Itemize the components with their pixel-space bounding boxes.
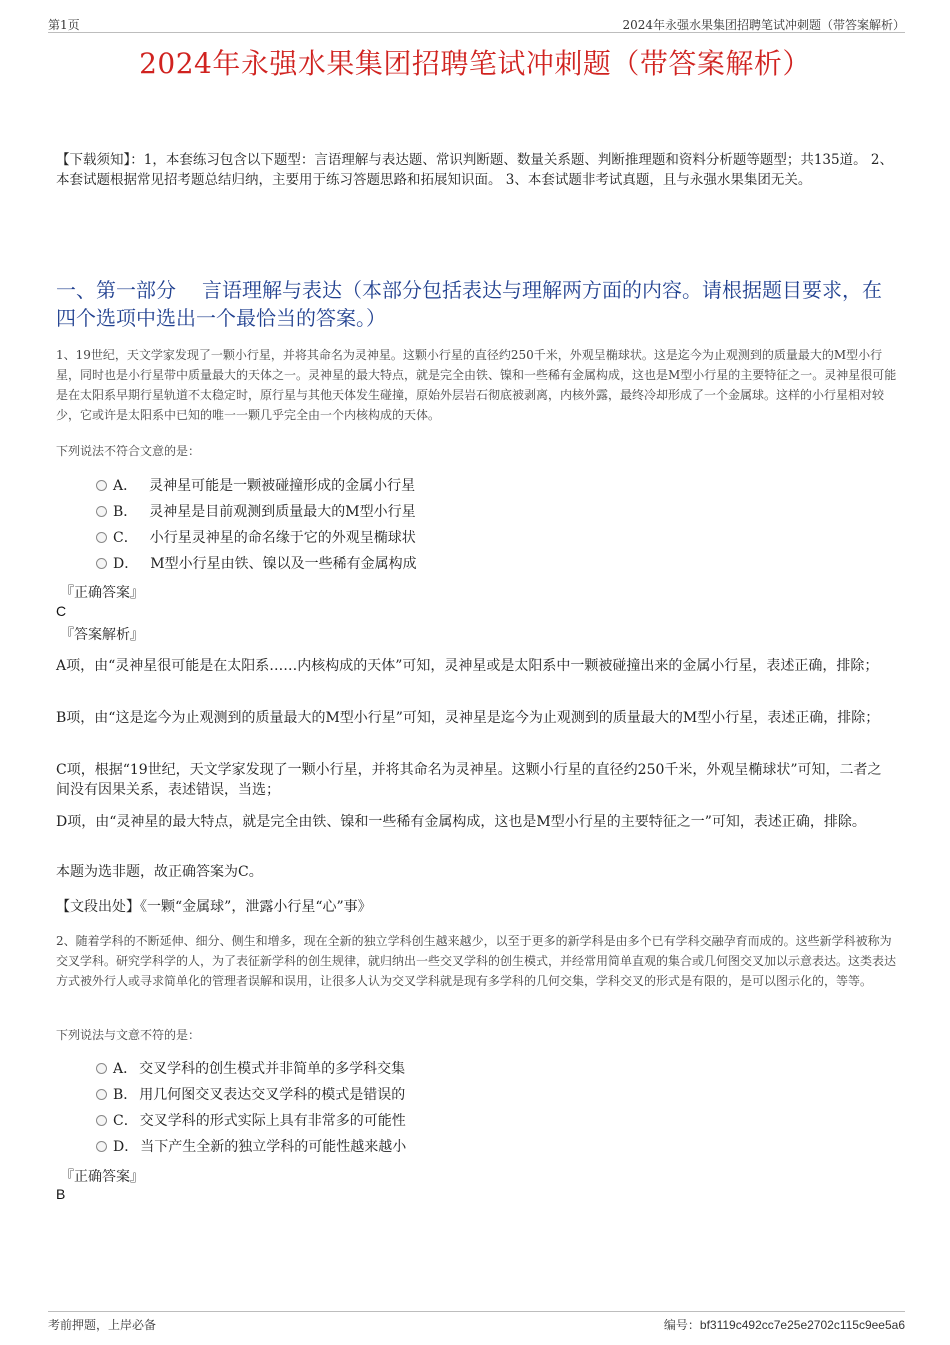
q1-passage: 1、19世纪，天文学家发现了一颗小行星，并将其命名为灵神星。这颗小行星的直径约250千米，外观呈椭球状。这是迄今为止观测到的质量最大的M型小行星，同时也是小行星带中质量最大的天体之一。灵神星的最大特点，就是完全由铁、镍和一些稀有金属构成，这也是M型小行星的主要特征之一。灵神星很可能是在太阳系早期行星轨道不太稳定时，原行星与其他天体发生碰撞，原始外层岩石彻底被剥离，内核外露，最终冷却形成了一个金属球。这样的小行星相对较少，它或许是太阳系中已知的唯一一颗几乎完全由一个内核构成的天体。 — [56, 348, 897, 422]
header-doc-title: 2024年永强水果集团招聘笔试冲刺题（带答案解析） — [622, 18, 905, 32]
footer-code-label: 编号： — [663, 1318, 700, 1332]
q1-answer: C — [56, 603, 67, 619]
q1-analysis-c: C项，根据“19世纪，天文学家发现了一颗小行星，并将其命名为灵神星。这颗小行星的直径约250千米，外观呈椭球状”可知，二者之间没有因果关系，表述错误，当选； — [56, 762, 882, 798]
q1-source: 【文段出处】《一颗“金属球”，泄露小行星“心”事》 — [56, 899, 372, 915]
q2-option-d[interactable]: D． 当下产生全新的独立学科的可能性越来越小 — [96, 1136, 406, 1158]
q1-conclusion: 本题为选非题，故正确答案为C。 — [56, 864, 263, 880]
q2-answer-label: 『正确答案』 — [60, 1169, 144, 1185]
q1-analysis-a: A项，由“灵神星很可能是在太阳系……内核构成的天体”可知，灵神星或是太阳系中一颗被碰撞出来的金属小行星，表述正确，排除； — [56, 658, 879, 674]
q1-analysis-b: B项，由“这是迄今为止观测到的质量最大的M型小行星”可知，灵神星是迄今为止观测到的质量最大的M型小行星，表述正确，排除； — [56, 710, 880, 726]
q1-option-d[interactable]: D． M型小行星由铁、镍以及一些稀有金属构成 — [96, 553, 417, 575]
radio-icon[interactable] — [96, 1063, 107, 1074]
q2-option-b[interactable]: B． 用几何图交叉表达交叉学科的模式是错误的 — [96, 1084, 405, 1106]
download-notice: 【下载须知】：1，本套练习包含以下题型：言语理解与表达题、常识判断题、数量关系题、判断推理题和资料分析题等题型；共135道。 2、本套试题根据常见招考题总结归纳，主要用于练习答题思路和拓展知识面。 3、本套试题非考试真题，且与永强水果集团无关。 — [56, 152, 893, 188]
q2-answer: B — [56, 1186, 66, 1202]
document-title: 2024年永强水果集团招聘笔试冲刺题（带答案解析） — [139, 47, 811, 80]
q1-answer-label: 『正确答案』 — [60, 585, 144, 601]
q1-ask: 下列说法不符合文意的是： — [56, 444, 201, 458]
q2-option-a[interactable]: A． 交叉学科的创生模式并非简单的多学科交集 — [96, 1058, 405, 1080]
q1-analysis-label: 『答案解析』 — [60, 627, 144, 643]
section-part-label: 一、第一部分 — [56, 278, 176, 302]
q1-option-a[interactable]: A． 灵神星可能是一颗被碰撞形成的金属小行星 — [96, 475, 415, 497]
q2-ask: 下列说法与文意不符的是： — [56, 1028, 201, 1042]
radio-icon[interactable] — [96, 558, 107, 569]
q2-option-c[interactable]: C． 交叉学科的形式实际上具有非常多的可能性 — [96, 1110, 406, 1132]
radio-icon[interactable] — [96, 1115, 107, 1126]
radio-icon[interactable] — [96, 480, 107, 491]
q1-option-b[interactable]: B． 灵神星是目前观测到质量最大的M型小行星 — [96, 501, 416, 523]
footer-code-value: bf3119c492cc7e25e2702c115c9ee5a6 — [699, 1318, 905, 1332]
radio-icon[interactable] — [96, 1141, 107, 1152]
page-header — [48, 14, 905, 33]
section-part-title: 言语理解与表达（本部分包括表达与理解两方面的内容。请根据题目要求，在四个选项中选出一个最恰当的答案。） — [56, 278, 882, 330]
page-number: 第1页 — [48, 18, 80, 32]
page-footer — [48, 1311, 905, 1334]
footer-slogan: 考前押题，上岸必备 — [48, 1318, 157, 1332]
q2-passage: 2、随着学科的不断延伸、细分、侧生和增多，现在全新的独立学科创生越来越少，以至于更多的新学科是由多个已有学科交融孕育而成的。这些新学科被称为交叉学科。研究学科学的人，为了表征新学科的创生规律，就归纳出一些交叉学科的创生模式，并经常用简单直观的集合或几何图交叉加以示意表达。这类表达方式被外行人或寻求简单化的管理者误解和误用，让很多人认为交叉学科就是现有多学科的几何交集，学科交叉的形式是有限的，是可以图示化的，等等。 — [56, 934, 897, 988]
footer-code — [664, 1316, 905, 1333]
q1-analysis-d: D项，由“灵神星的最大特点，就是完全由铁、镍和一些稀有金属构成，这也是M型小行星的主要特征之一”可知，表述正确，排除。 — [56, 814, 866, 830]
q1-option-c[interactable]: C． 小行星灵神星的命名缘于它的外观呈椭球状 — [96, 527, 416, 549]
radio-icon[interactable] — [96, 1089, 107, 1100]
section-heading — [56, 276, 898, 332]
radio-icon[interactable] — [96, 532, 107, 543]
radio-icon[interactable] — [96, 506, 107, 517]
